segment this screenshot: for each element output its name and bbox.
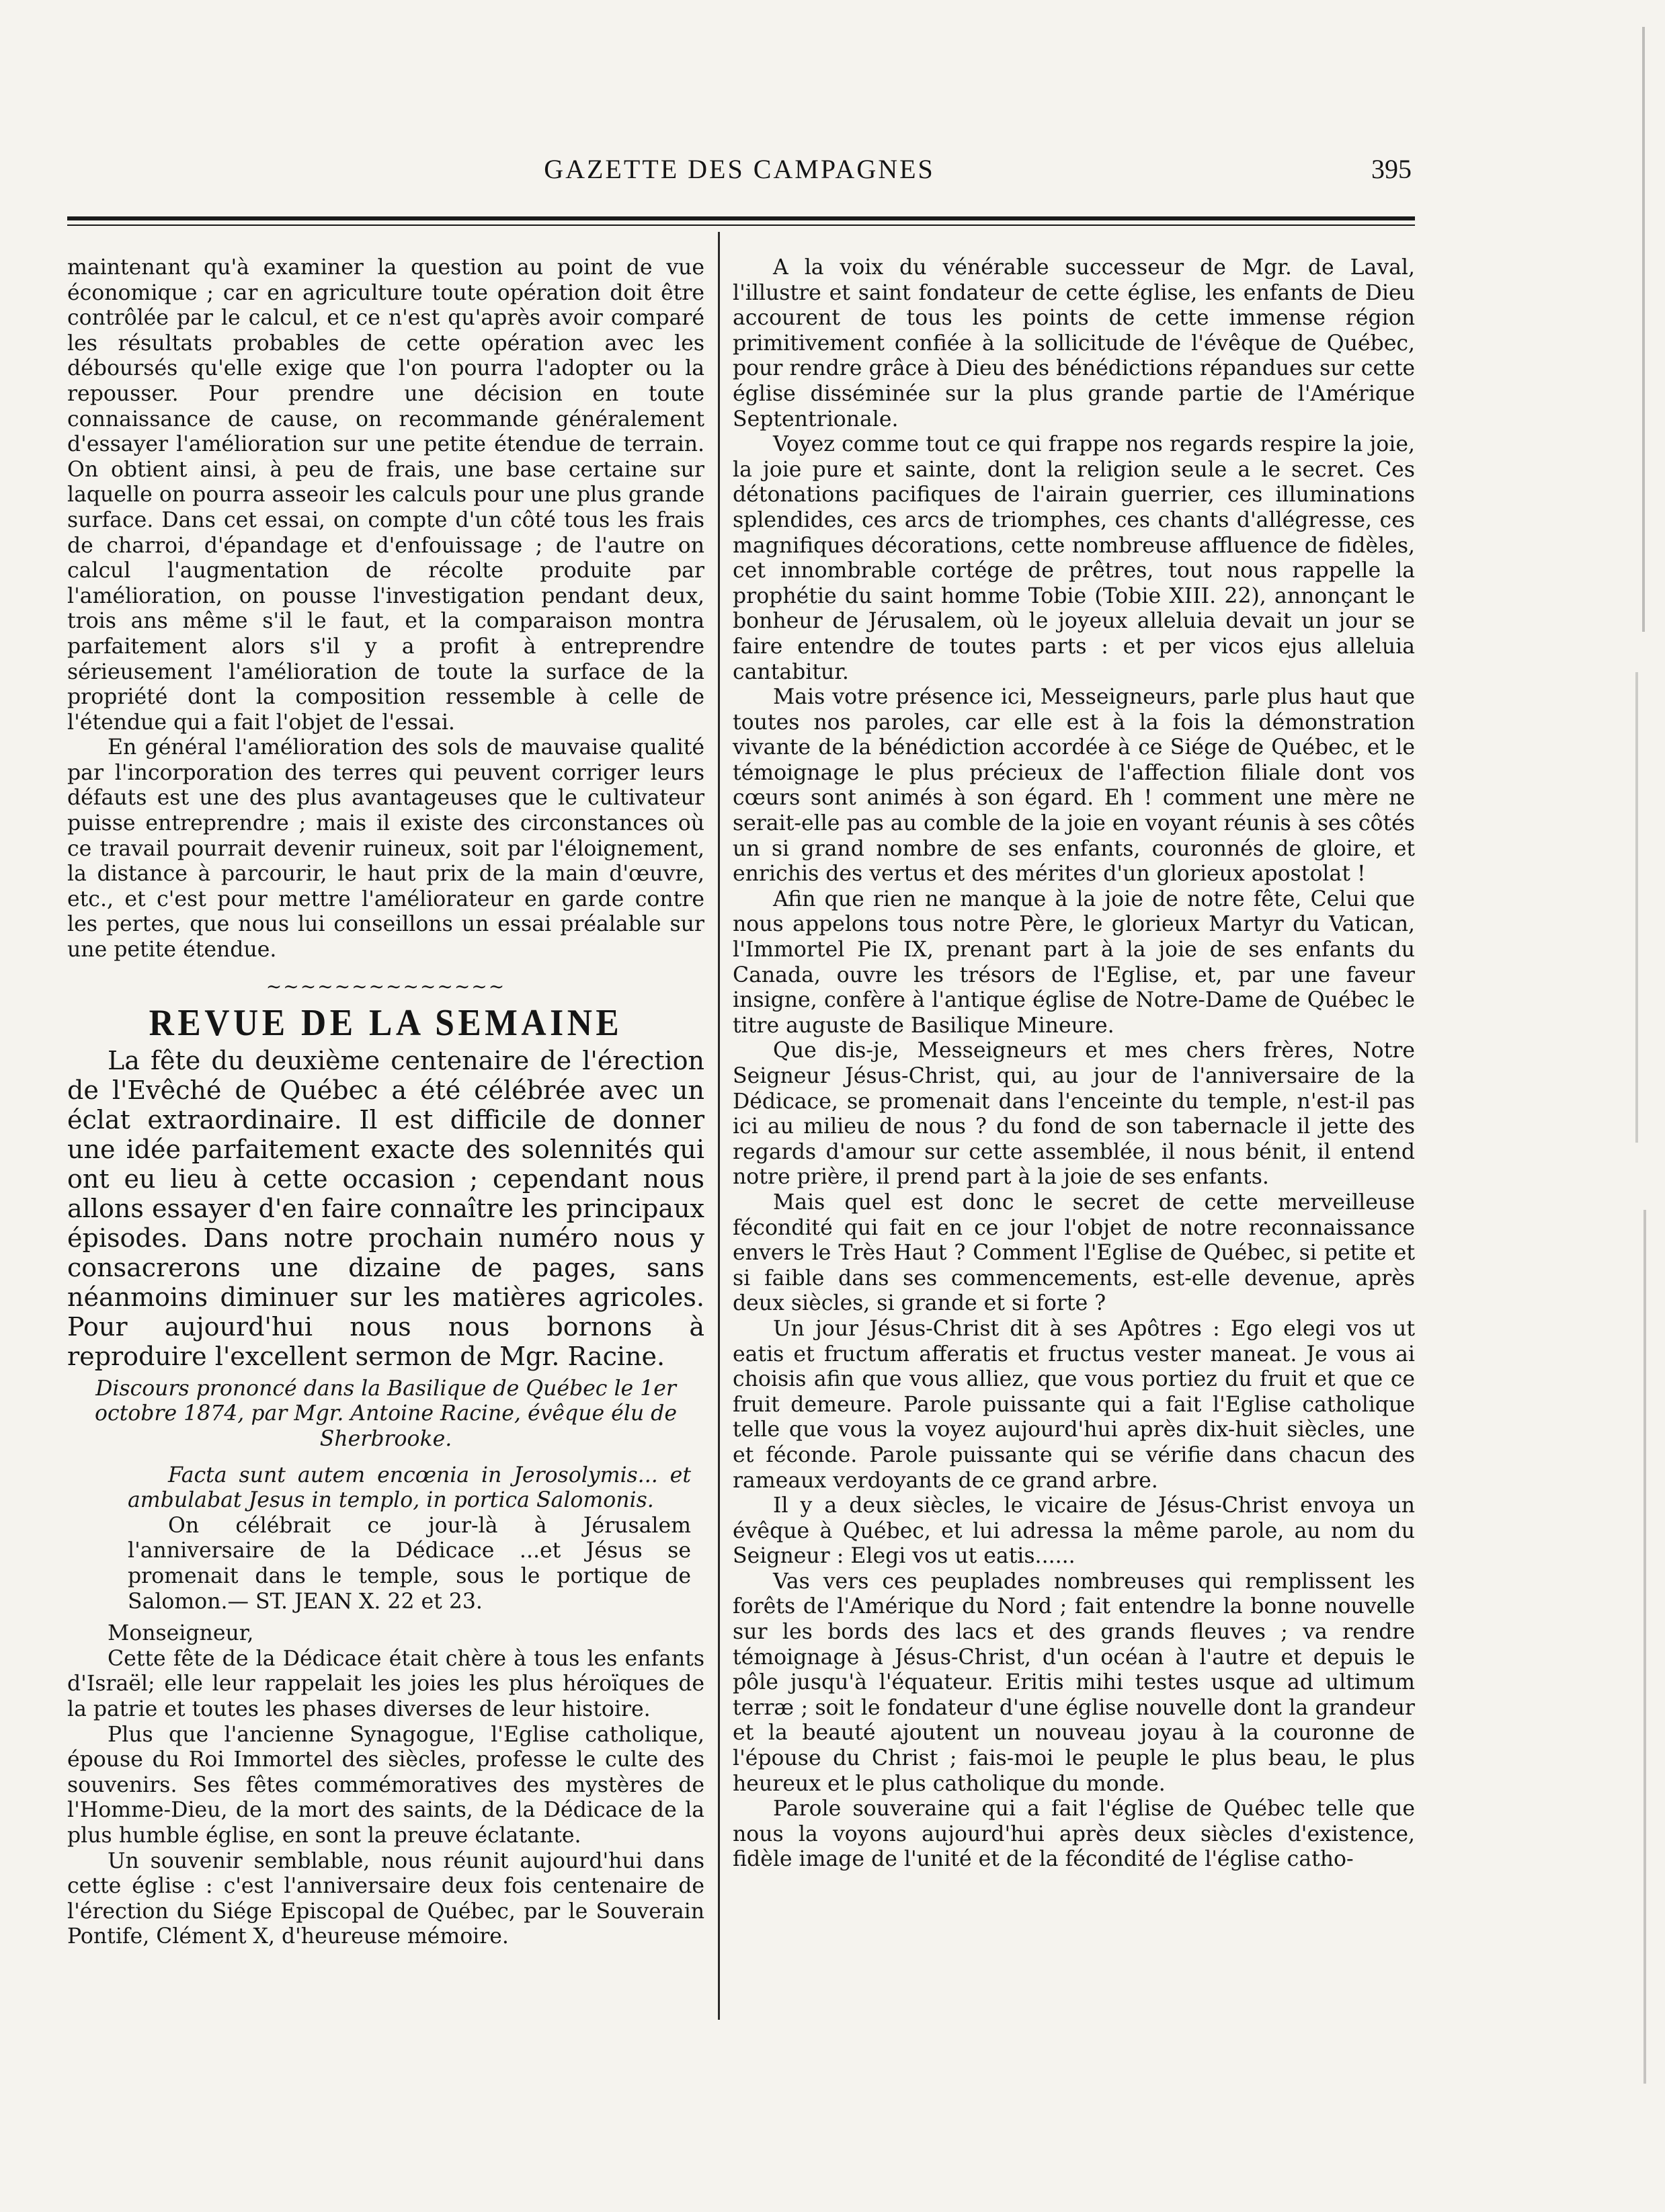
paragraph: Vas vers ces peuplades nombreuses qui remplissent les forêts de l'Amérique du Nord ; fait entendre la bonne nouvelle sur les bords des lacs et des grands fleuves ; va rendre témoignage à Jésus-Christ, d'un océan à l'autre et depuis le pôle jusqu'à l'équateur. Eritis mihi testes usque ad ultimum terræ ; soit le fondateur d'une église nouvelle dont la grandeur et la beauté ajoutent un nouveau joyau à la couronne de l'épouse du Christ ; fais-moi le peuple le plus beau, le plus heureux et le plus catholique du monde. xyxy=(733,1569,1415,1796)
paragraph: Plus que l'ancienne Synagogue, l'Eglise catholique, épouse du Roi Immortel des siècles, professe le culte des souvenirs. Ses fêtes commémoratives des mystères de l'Homme-Dieu, de la mort des saints, de la Dédicace de la plus humble église, en sont la preuve éclatante. xyxy=(67,1722,704,1848)
column-divider xyxy=(718,232,720,2020)
epigraph xyxy=(128,1463,691,1615)
section-intro: La fête du deuxième centenaire de l'érection de l'Evêché de Québec a été célébrée avec un éclat extraordinaire. Il est difficile de donner une idée parfaitement exacte des solennités qui ont eu lieu à cette occasion ; cependant nous allons essayer d'en faire connaître les principaux épisodes. Dans notre prochain numéro nous y consacrerons une dizaine de pages, sans néanmoins diminuer sur les matières agricoles. Pour aujourd'hui nous nous bornons à reproduire l'excellent sermon de Mgr. Racine. xyxy=(67,1045,704,1371)
page-header xyxy=(67,153,1412,194)
section-title: REVUE DE LA SEMAINE xyxy=(149,1002,623,1044)
paragraph: Mais votre présence ici, Messeigneurs, parle plus haut que toutes nos paroles, car elle est à la fois la démonstration vivante de la bénédiction accordée à ce Siége de Québec, et le témoignage le plus précieux de l'affection filiale dont vos cœurs sont animés à son égard. Eh ! comment une mère ne serait-elle pas au comble de la joie en voyant réunis à ses côtés un si grand nombre de ses enfants, couronnés de gloire, et enrichis des vertus et des mérites d'un glorieux apostolat ! xyxy=(733,685,1415,887)
paragraph: maintenant qu'à examiner la question au point de vue économique ; car en agriculture toute opération doit être contrôlée par le calcul, et ce n'est qu'après avoir comparé les résultats probables de cette opération avec les déboursés qu'elle exige que l'on pourra l'adopter ou la repousser. Pour prendre une décision en toute connaissance de cause, on recommande généralement d'essayer l'amélioration sur une petite étendue de terrain. On obtient ainsi, à peu de frais, une base certaine sur laquelle on pourra asseoir les calculs pour une plus grande surface. Dans cet essai, on compte d'un côté tous les frais de charroi, d'épandage et d'enfouissage ; de l'autre on calcul l'augmentation de récolte produite par l'amélioration, on pousse l'investigation pendant deux, trois ans même s'il le faut, et la comparaison montra parfaitement alors s'il y a profit à entreprendre sérieusement l'amélioration de toute la surface de la propriété dont la composition ressemble à celle de l'étendue qui a fait l'objet de l'essai. xyxy=(67,255,704,735)
section-ornament: ~~~~~~~~~~~~~~ xyxy=(266,975,506,997)
epigraph-french: On célébrait ce jour-là à Jérusalem l'anniversaire de la Dédicace ...et Jésus se promenait dans le temple, sous le portique de Salomon.— ST. JEAN X. 22 et 23. xyxy=(128,1513,691,1614)
paragraph: Un souvenir semblable, nous réunit aujourd'hui dans cette église : c'est l'anniversaire deux fois centenaire de l'érection du Siége Episcopal de Québec, par le Souverain Pontife, Clément X, d'heureuse mémoire. xyxy=(67,1848,704,1949)
right-column xyxy=(733,255,1415,1873)
paragraph: Voyez comme tout ce qui frappe nos regards respire la joie, la joie pure et sainte, dont la religion seule a le secret. Ces détonations pacifiques de l'airain guerrier, ces illuminations splendides, ces arcs de triomphes, ces chants d'allégresse, ces magnifiques décorations, cette nombreuse affluence de fidèles, cet innombrable cortége de prêtres, tout nous rappelle la prophétie du saint homme Tobie (Tobie XIII. 22), annonçant le bonheur de Jérusalem, où le joyeux alleluia devait un jour se faire entendre de toutes parts : et per vicos ejus alleluia cantabitur. xyxy=(733,432,1415,684)
paragraph: Il y a deux siècles, le vicaire de Jésus-Christ envoya un évêque à Québec, et lui adressa la même parole, au nom du Seigneur : Elegi vos ut eatis...... xyxy=(733,1493,1415,1569)
scan-edge-artifact xyxy=(1584,0,1665,2212)
epigraph-latin: Facta sunt autem encœnia in Jerosolymis... et ambulabat Jesus in templo, in portica Salomonis. xyxy=(128,1463,691,1513)
left-column xyxy=(67,255,704,1950)
paragraph: Que dis-je, Messeigneurs et mes chers frères, Notre Seigneur Jésus-Christ, qui, au jour de l'anniversaire de la Dédicace, se promenait dans l'enceinte du temple, n'est-il pas ici au milieu de nous ? du fond de son tabernacle il jette des regards d'amour sur cette assemblée, il nous bénit, il entend notre prière, il prend part à la joie de ses enfants. xyxy=(733,1038,1415,1190)
paragraph: Cette fête de la Dédicace était chère à tous les enfants d'Israël; elle leur rappelait les joies les plus héroïques de la patrie et toutes les phases diverses de leur histoire. xyxy=(67,1646,704,1721)
publication-title: GAZETTE DES CAMPAGNES xyxy=(544,154,935,184)
paragraph: Afin que rien ne manque à la joie de notre fête, Celui que nous appelons tous notre Père, le glorieux Martyr du Vatican, l'Immortel Pie IX, prenant part à la joie de ses enfants du Canada, ouvre les trésors de l'Eglise, et, par une faveur insigne, confère à l'antique église de Notre-Dame de Québec le titre auguste de Basilique Mineure. xyxy=(733,887,1415,1038)
salutation: Monseigneur, xyxy=(108,1621,254,1646)
paragraph: Un jour Jésus-Christ dit à ses Apôtres : Ego elegi vos ut eatis et fructum afferatis et fructus vester maneat. Je vous ai choisis afin que vous alliez, que vous portiez du fruit et que ce fruit demeure. Parole puissante qui a fait l'Eglise catholique telle que vous la voyez aujourd'hui après dix-huit siècles, une et féconde. Parole puissante qui se vérifie dans chacun des rameaux verdoyants de ce grand arbre. xyxy=(733,1316,1415,1493)
sermon-caption: Discours prononcé dans la Basilique de Québec le 1er octobre 1874, par Mgr. Antoine Racine, évêque élu de Sherbrooke. xyxy=(95,1376,677,1451)
paragraph: Mais quel est donc le secret de cette merveilleuse fécondité qui fait en ce jour l'objet de notre reconnaissance envers le Très Haut ? Comment l'Eglise de Québec, si petite et si faible dans ses commencements, est-elle devenue, après deux siècles, si grande et si forte ? xyxy=(733,1190,1415,1316)
paragraph: Parole souveraine qui a fait l'église de Québec telle que nous la voyons aujourd'hui après deux siècles d'existence, fidèle image de l'unité et de la fécondité de l'église catho- xyxy=(733,1797,1415,1872)
header-rule-thick xyxy=(67,216,1415,220)
page-number: 395 xyxy=(1371,154,1412,184)
paragraph: A la voix du vénérable successeur de Mgr. de Laval, l'illustre et saint fondateur de cette église, les enfants de Dieu accourent de tous les points de cette immense région primitivement confiée à la sollicitude de l'évêque de Québec, pour rendre grâce à Dieu des bénédictions répandues sur cette église disséminée sur la plus grande partie de l'Amérique Septentrionale. xyxy=(733,255,1415,432)
paragraph: En général l'amélioration des sols de mauvaise qualité par l'incorporation des terres qui peuvent corriger leurs défauts est une des plus avantageuses que le cultivateur puisse entreprendre ; mais il existe des circonstances où ce travail pourrait devenir ruineux, soit par l'éloignement, la distance à parcourir, le haut prix de la main d'œuvre, etc., et c'est pour mettre l'améliorateur en garde contre les pertes, que nous lui conseillons un essai préalable sur une petite étendue. xyxy=(67,735,704,962)
header-rule-thin xyxy=(67,224,1415,226)
